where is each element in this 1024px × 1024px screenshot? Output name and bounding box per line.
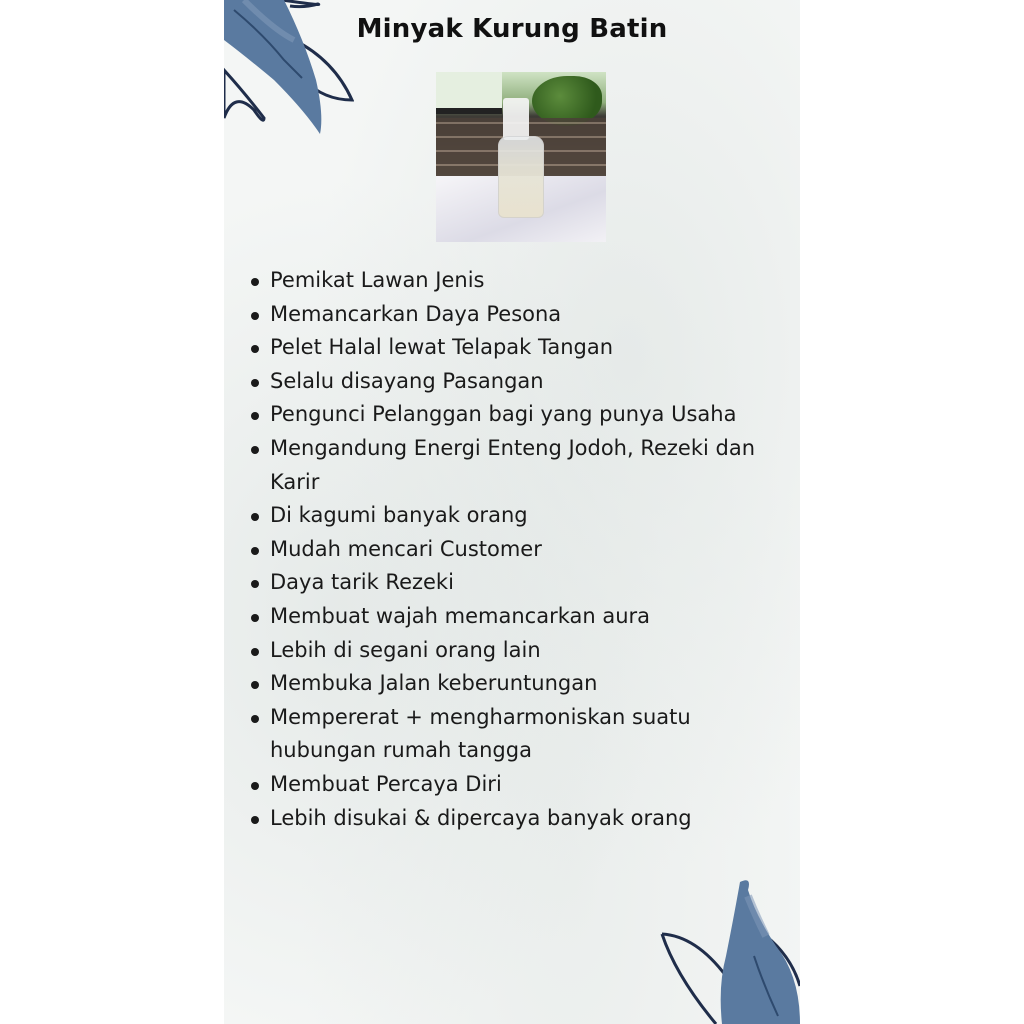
bullet-icon [251, 513, 259, 521]
bullet-icon [251, 446, 259, 454]
bullet-icon [251, 648, 259, 656]
list-item: Mudah mencari Customer [248, 533, 796, 567]
list-item: Mempererat + mengharmoniskan suatu hubungan rumah tangga [248, 701, 796, 768]
bullet-icon [251, 278, 259, 286]
bullet-icon [251, 816, 259, 824]
list-item: Pemikat Lawan Jenis [248, 264, 796, 298]
list-item: Lebih di segani orang lain [248, 634, 796, 668]
list-item: Pengunci Pelanggan bagi yang punya Usaha [248, 398, 796, 432]
bullet-icon [251, 580, 259, 588]
bullet-icon [251, 681, 259, 689]
bullet-icon [251, 345, 259, 353]
list-item: Membuat Percaya Diri [248, 768, 796, 802]
product-image [436, 72, 606, 242]
window-shape [436, 72, 502, 114]
bullet-icon [251, 782, 259, 790]
bottle-cap-shape [503, 98, 529, 140]
list-item: Daya tarik Rezeki [248, 566, 796, 600]
benefits-list [248, 264, 796, 835]
bullet-icon [251, 715, 259, 723]
bullet-icon [251, 312, 259, 320]
bullet-icon [251, 379, 259, 387]
list-item: Membuat wajah memancarkan aura [248, 600, 796, 634]
bottle-icon [498, 136, 544, 218]
list-item: Memancarkan Daya Pesona [248, 298, 796, 332]
list-item: Lebih disukai & dipercaya banyak orang [248, 802, 796, 836]
poster [224, 0, 800, 1024]
leaf-bottom-right-icon [656, 876, 800, 1024]
bullet-icon [251, 547, 259, 555]
list-item: Selalu disayang Pasangan [248, 365, 796, 399]
list-item: Di kagumi banyak orang [248, 499, 796, 533]
list-item: Pelet Halal lewat Telapak Tangan [248, 331, 796, 365]
bullet-icon [251, 412, 259, 420]
list-item: Mengandung Energi Enteng Jodoh, Rezeki dan Karir [248, 432, 796, 499]
page-title: Minyak Kurung Batin [356, 14, 668, 44]
bullet-icon [251, 614, 259, 622]
list-item: Membuka Jalan keberuntungan [248, 667, 796, 701]
